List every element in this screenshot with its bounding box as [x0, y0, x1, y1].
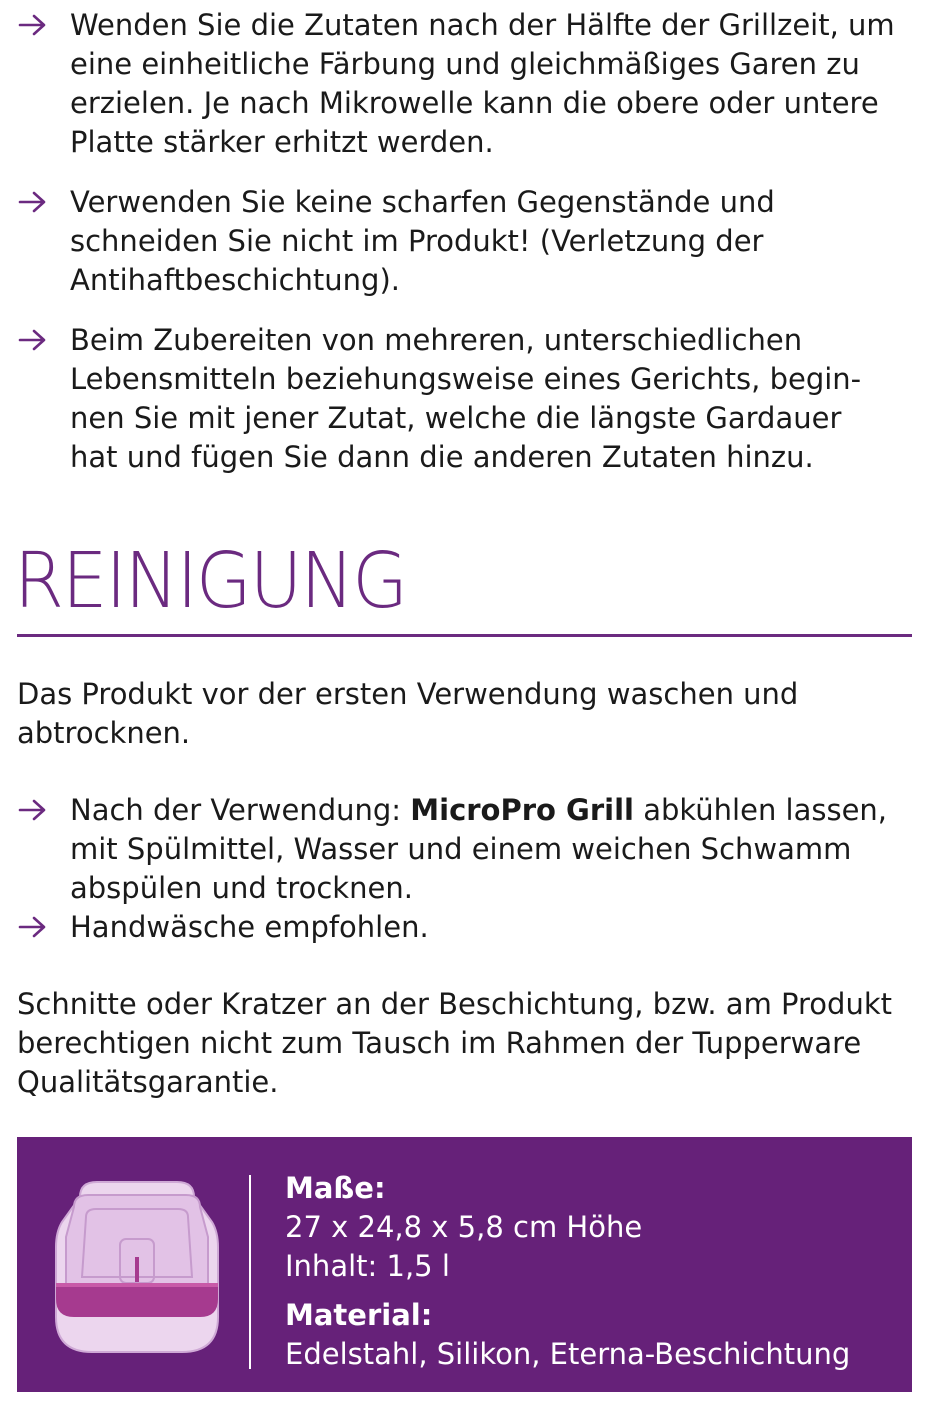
product-specs [285, 1169, 850, 1374]
intro-paragraph: Das Produkt vor der ersten Verwendung waschen und abtrocknen. [17, 677, 799, 750]
list-item-text: Beim Zubereiten von mehreren, unterschiedlichen Lebensmitteln beziehungsweise eines Gerichts, beginnen Sie mit jener Zutat, welche die längste Gardauer hat und fügen Sie dann die anderen Zutaten hinzu. [70, 323, 862, 474]
text-segment: Nach der Verwendung: [70, 793, 411, 827]
product-info-box [17, 1137, 912, 1392]
section-title: REINIGUNG [14, 536, 406, 626]
list-item-text: Handwäsche empfohlen. [70, 910, 429, 944]
list-item-text: Verwenden Sie keine scharfen Gegenstände und schneiden Sie nicht im Produkt! (Verletzung der Antihaftbeschichtung). [70, 185, 775, 297]
arrow-right-icon [18, 321, 70, 477]
text-segment: abkühlen lassen, mit Spülmittel, Wasser und einem weichen Schwamm abspülen und trocknen. [70, 793, 888, 905]
arrow-right-icon [18, 908, 70, 947]
list-item-text: Wenden Sie die Zutaten nach der Hälfte der Grillzeit, um eine einheitliche Färbung und gleichmäßiges Garen zu erzielen. Je nach Mikrowelle kann die obere oder untere Platte stärker erhitzt werden. [70, 8, 895, 159]
arrow-right-icon [18, 183, 70, 300]
list-item [18, 908, 898, 947]
grill-product-image [52, 1177, 222, 1357]
product-name: MicroPro Grill [410, 793, 634, 827]
list-item [18, 321, 898, 477]
warranty-paragraph: Schnitte oder Kratzer an der Beschichtung, bzw. am Produkt berechtigen nicht zum Tausch im Rahmen der Tupperware Qualitätsgarantie. [17, 987, 892, 1099]
dimensions-label: Maße: [285, 1171, 386, 1205]
material-value: Edelstahl, Silikon, Eterna-Beschichtung [285, 1337, 851, 1371]
material-label: Material: [285, 1298, 433, 1332]
arrow-right-icon [18, 6, 70, 162]
arrow-right-icon [18, 791, 70, 908]
dimensions-value: 27 x 24,8 x 5,8 cm Höhe [285, 1210, 643, 1244]
list-item-text [70, 791, 898, 908]
section-divider [17, 634, 912, 637]
list-item [18, 6, 898, 162]
cleaning-list [18, 791, 898, 947]
list-item [18, 183, 898, 300]
list-item [18, 791, 898, 908]
capacity-value: Inhalt: 1,5 l [285, 1249, 450, 1283]
instructions-list [18, 6, 898, 477]
vertical-divider [249, 1175, 251, 1369]
